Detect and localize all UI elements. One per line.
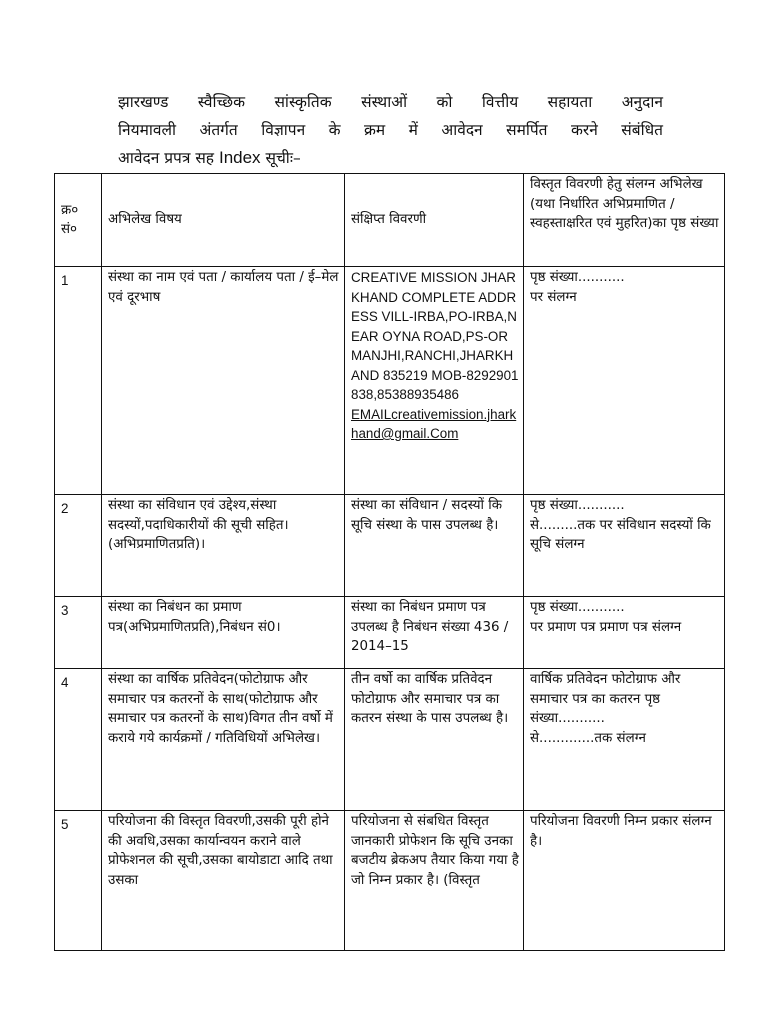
document-heading	[118, 88, 663, 172]
table-row	[55, 811, 725, 951]
table-row	[55, 669, 725, 811]
row-attachment: पृष्ठ संख्या........... से.........तक पर संविधान सदस्यों कि सूचि संलग्न	[524, 495, 725, 597]
heading-line-1: झारखण्ड स्वैच्छिक सांस्कृतिक संस्थाओं को वित्तीय सहायता अनुदान	[118, 93, 663, 111]
row-attachment: पृष्ठ संख्या........... पर प्रमाण पत्र प्रमाण पत्र संलग्न	[524, 597, 725, 669]
organization-email: EMAILcreativemission.jharkhand@gmail.Com	[351, 406, 517, 441]
heading-line-3-suffix: सूचीः–	[260, 149, 301, 167]
row-brief: संस्था का संविधान / सदस्यों कि सूचि संस्था के पास उपलब्ध है।	[345, 495, 524, 597]
table-row	[55, 267, 725, 495]
heading-index-word: Index	[218, 148, 261, 167]
header-subject: अभिलेख विषय	[102, 174, 345, 267]
heading-line-2: नियमावली अंतर्गत विज्ञापन के क्रम में आवेदन समर्पित करने संबंधित	[118, 121, 663, 139]
organization-address: CREATIVE MISSION JHARKHAND COMPLETE ADDRESS VILL-IRBA,PO-IRBA,NEAR OYNA ROAD,PS-ORMANJHI,RANCHI,JHARKHAND 835219 MOB-8292901838,85388935486	[351, 270, 519, 402]
row-number: 5	[55, 811, 102, 951]
row-brief: संस्था का निबंधन प्रमाण पत्र उपलब्ध है निबंधन संख्या 436 / 2014–15	[345, 597, 524, 669]
row-number: 2	[55, 495, 102, 597]
header-brief: संक्षिप्त विवरणी	[345, 174, 524, 267]
row-attachment: परियोजना विवरणी निम्न प्रकार संलग्न है।	[524, 811, 725, 951]
table-row	[55, 597, 725, 669]
row-attachment: वार्षिक प्रतिवेदन फोटोग्राफ और समाचार पत्र का कतरन पृष्ठ संख्या........... से.............तक संलग्न	[524, 669, 725, 811]
row-subject: संस्था का संविधान एवं उद्देश्य,संस्था सदस्यों,पदाधिकारीयों की सूची सहित।(अभिप्रमाणितप्रति)।	[102, 495, 345, 597]
row-number: 3	[55, 597, 102, 669]
row-brief	[345, 267, 524, 495]
row-number: 1	[55, 267, 102, 495]
table-row	[55, 495, 725, 597]
index-table	[54, 173, 725, 951]
table-header-row	[55, 174, 725, 267]
row-brief: परियोजना से संबधित विस्तृत जानकारी प्रोफेशन कि सूचि उनका बजटीय ब्रेकअप तैयार किया गया है जो निम्न प्रकार है। (विस्तृत	[345, 811, 524, 951]
row-attachment: पृष्ठ संख्या........... पर संलग्न	[524, 267, 725, 495]
row-number: 4	[55, 669, 102, 811]
row-subject: संस्था का नाम एवं पता / कार्यालय पता / ई–मेल एवं दूरभाष	[102, 267, 345, 495]
header-serial: क्र० सं०	[55, 174, 102, 267]
row-subject: परियोजना की विस्तृत विवरणी,उसकी पूरी होने की अवधि,उसका कार्यान्वयन कराने वाले प्रोफेशनल की सूची,उसका बायोडाटा आदि तथा उसका	[102, 811, 345, 951]
row-brief: तीन वर्षो का वार्षिक प्रतिवेदन फोटोग्राफ और समाचार पत्र का कतरन संस्था के पास उपलब्ध है।	[345, 669, 524, 811]
row-subject: संस्था का वार्षिक प्रतिवेदन(फोटोग्राफ और समाचार पत्र कतरनों के साथ(फोटोग्राफ और समाचार पत्र कतरनों के साथ)विगत तीन वर्षो में कराये गये कार्यक्रमों / गतिविधियों अभिलेख।	[102, 669, 345, 811]
header-attachment: विस्तृत विवरणी हेतु संलग्न अभिलेख (यथा निर्धारित अभिप्रमाणित / स्वहस्ताक्षरित एवं मुहरित)का पृष्ठ संख्या	[524, 174, 725, 267]
row-subject: संस्था का निबंधन का प्रमाण पत्र(अभिप्रमाणितप्रति),निबंधन सं0।	[102, 597, 345, 669]
heading-line-3-text: आवेदन प्रपत्र सह	[118, 149, 219, 167]
heading-line-3	[118, 144, 663, 172]
